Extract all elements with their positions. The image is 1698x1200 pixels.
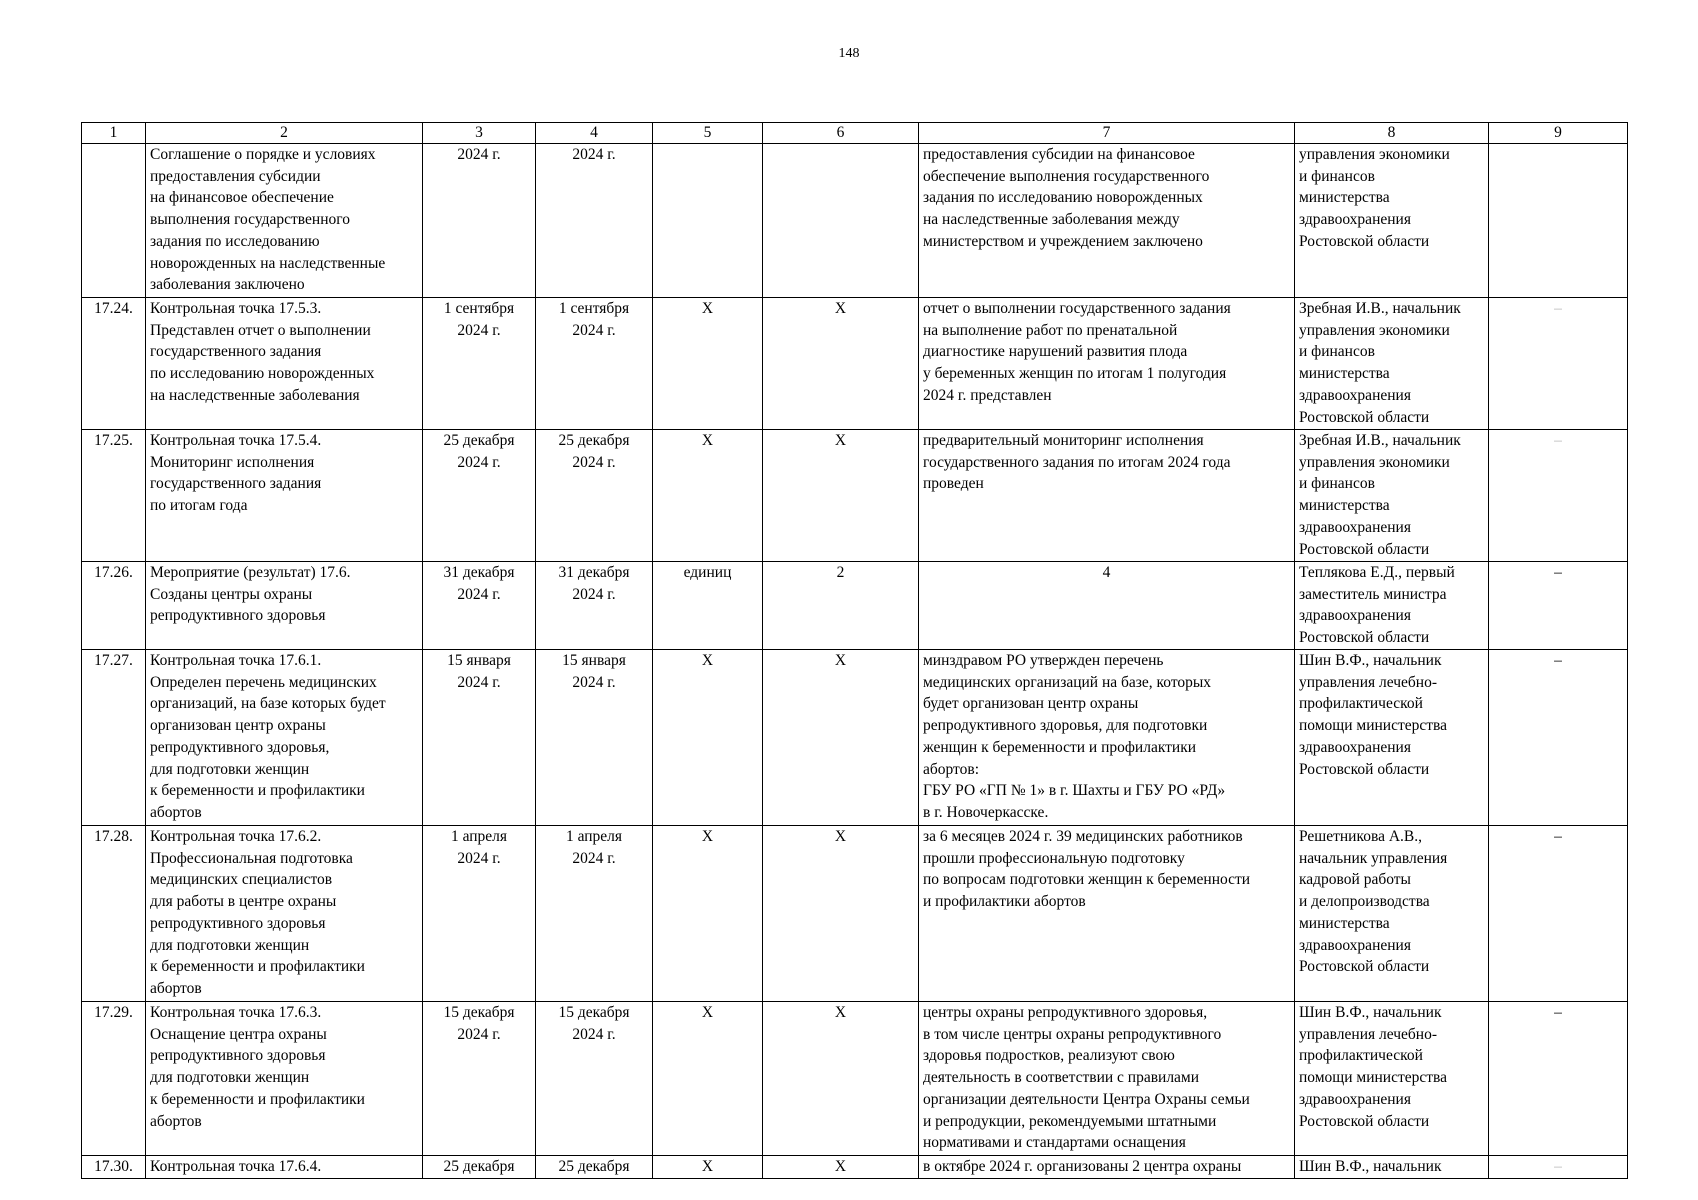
start-date: 1 сентября 2024 г. — [423, 298, 536, 430]
end-date: 31 декабря 2024 г. — [536, 562, 653, 650]
responsible: Решетникова А.В., начальник управления кадровой работы и делопроизводства министерства здравоохранения Ростовской области — [1295, 826, 1489, 1002]
event-name: Контрольная точка 17.5.3. Представлен отчет о выполнении государственного задания по исследованию новорожденных на наследственные заболевания — [146, 298, 423, 430]
event-name: Контрольная точка 17.6.2. Профессиональная подготовка медицинских специалистов для работы в центре охраны репродуктивного здоровья для подготовки женщин к беременности и профилактики абортов — [146, 826, 423, 1002]
fact-description: в октябре 2024 г. организованы 2 центра охраны — [919, 1156, 1295, 1179]
responsible: Зребная И.В., начальник управления экономики и финансов министерства здравоохранения Ростовской области — [1295, 430, 1489, 562]
responsible: Зребная И.В., начальник управления экономики и финансов министерства здравоохранения Ростовской области — [1295, 298, 1489, 430]
plan-value — [763, 144, 919, 298]
row-number: 17.26. — [82, 562, 146, 650]
table-row — [82, 650, 1628, 826]
responsible: Шин В.Ф., начальник — [1295, 1156, 1489, 1179]
plan-value: X — [763, 1156, 919, 1179]
end-date: 2024 г. — [536, 144, 653, 298]
end-date: 25 декабря 2024 г. — [536, 430, 653, 562]
event-name: Контрольная точка 17.6.1. Определен перечень медицинских организаций, на базе которых будет организован центр охраны репродуктивного здоровья, для подготовки женщин к беременности и профилактики абортов — [146, 650, 423, 826]
row-number: 17.29. — [82, 1002, 146, 1156]
unit: X — [653, 650, 763, 826]
start-date: 25 декабря — [423, 1156, 536, 1179]
plan-value: X — [763, 826, 919, 1002]
fact-description: минздравом РО утвержден перечень медицинских организаций на базе, которых будет организован центр охраны репродуктивного здоровья, для подготовки женщин к беременности и профилактики абортов: ГБУ РО «ГП № 1» в г. Шахты и ГБУ РО «РД» в г. Новочеркасске. — [919, 650, 1295, 826]
event-name: Соглашение о порядке и условиях предоставления субсидии на финансовое обеспечение выполнения государственного задания по исследованию новорожденных на наследственные заболевания заключено — [146, 144, 423, 298]
column-header: 6 — [763, 123, 919, 144]
plan-value: X — [763, 298, 919, 430]
start-date: 31 декабря 2024 г. — [423, 562, 536, 650]
column-header: 9 — [1489, 123, 1628, 144]
plan-table — [81, 122, 1628, 1179]
column-header: 2 — [146, 123, 423, 144]
plan-value: X — [763, 650, 919, 826]
note: – — [1489, 826, 1628, 1002]
unit: X — [653, 298, 763, 430]
event-name: Мероприятие (результат) 17.6. Созданы центры охраны репродуктивного здоровья — [146, 562, 423, 650]
note: – — [1489, 430, 1628, 562]
note: – — [1489, 1002, 1628, 1156]
row-number: 17.27. — [82, 650, 146, 826]
start-date: 15 января 2024 г. — [423, 650, 536, 826]
end-date: 1 апреля 2024 г. — [536, 826, 653, 1002]
event-name: Контрольная точка 17.5.4. Мониторинг исполнения государственного задания по итогам года — [146, 430, 423, 562]
table-row — [82, 298, 1628, 430]
unit: X — [653, 1002, 763, 1156]
plan-value: X — [763, 1002, 919, 1156]
fact-description: предварительный мониторинг исполнения государственного задания по итогам 2024 года проведен — [919, 430, 1295, 562]
page-number: 148 — [838, 46, 860, 61]
fact-description: отчет о выполнении государственного задания на выполнение работ по пренатальной диагностике нарушений развития плода у беременных женщин по итогам 1 полугодия 2024 г. представлен — [919, 298, 1295, 430]
row-number: 17.24. — [82, 298, 146, 430]
plan-value: X — [763, 430, 919, 562]
fact-description: предоставления субсидии на финансовое обеспечение выполнения государственного задания по исследованию новорожденных на наследственные заболевания между министерством и учреждением заключено — [919, 144, 1295, 298]
unit: X — [653, 826, 763, 1002]
column-header: 5 — [653, 123, 763, 144]
event-name: Контрольная точка 17.6.3. Оснащение центра охраны репродуктивного здоровья для подготовки женщин к беременности и профилактики абортов — [146, 1002, 423, 1156]
column-header: 4 — [536, 123, 653, 144]
start-date: 25 декабря 2024 г. — [423, 430, 536, 562]
column-header: 1 — [82, 123, 146, 144]
table-row — [82, 1156, 1628, 1179]
unit: X — [653, 430, 763, 562]
note: – — [1489, 562, 1628, 650]
row-number — [82, 144, 146, 298]
fact-description: центры охраны репродуктивного здоровья, в том числе центры охраны репродуктивного здоровья подростков, реализуют свою деятельность в соответствии с правилами организации деятельности Центра Охраны семьи и репродукции, рекомендуемыми штатными нормативами и стандартами оснащения — [919, 1002, 1295, 1156]
end-date: 15 декабря 2024 г. — [536, 1002, 653, 1156]
row-number: 17.28. — [82, 826, 146, 1002]
fact-value: 4 — [919, 562, 1295, 650]
fact-description: за 6 месяцев 2024 г. 39 медицинских работников прошли профессиональную подготовку по вопросам подготовки женщин к беременности и профилактики абортов — [919, 826, 1295, 1002]
responsible: управления экономики и финансов министерства здравоохранения Ростовской области — [1295, 144, 1489, 298]
note: – — [1489, 650, 1628, 826]
note: – — [1489, 1156, 1628, 1179]
responsible: Шин В.Ф., начальник управления лечебно- профилактической помощи министерства здравоохранения Ростовской области — [1295, 1002, 1489, 1156]
unit — [653, 144, 763, 298]
responsible: Шин В.Ф., начальник управления лечебно- профилактической помощи министерства здравоохранения Ростовской области — [1295, 650, 1489, 826]
start-date: 2024 г. — [423, 144, 536, 298]
responsible: Теплякова Е.Д., первый заместитель министра здравоохранения Ростовской области — [1295, 562, 1489, 650]
table-row — [82, 430, 1628, 562]
end-date: 15 января 2024 г. — [536, 650, 653, 826]
note — [1489, 144, 1628, 298]
table-row — [82, 1002, 1628, 1156]
column-number-row — [82, 123, 1628, 144]
note: – — [1489, 298, 1628, 430]
column-header: 7 — [919, 123, 1295, 144]
row-number: 17.25. — [82, 430, 146, 562]
table-row — [82, 826, 1628, 1002]
start-date: 15 декабря 2024 г. — [423, 1002, 536, 1156]
column-header: 3 — [423, 123, 536, 144]
row-number: 17.30. — [82, 1156, 146, 1179]
table-row — [82, 562, 1628, 650]
column-header: 8 — [1295, 123, 1489, 144]
start-date: 1 апреля 2024 г. — [423, 826, 536, 1002]
table-row — [82, 144, 1628, 298]
event-name: Контрольная точка 17.6.4. — [146, 1156, 423, 1179]
end-date: 25 декабря — [536, 1156, 653, 1179]
unit: единиц — [653, 562, 763, 650]
end-date: 1 сентября 2024 г. — [536, 298, 653, 430]
plan-value: 2 — [763, 562, 919, 650]
unit: X — [653, 1156, 763, 1179]
